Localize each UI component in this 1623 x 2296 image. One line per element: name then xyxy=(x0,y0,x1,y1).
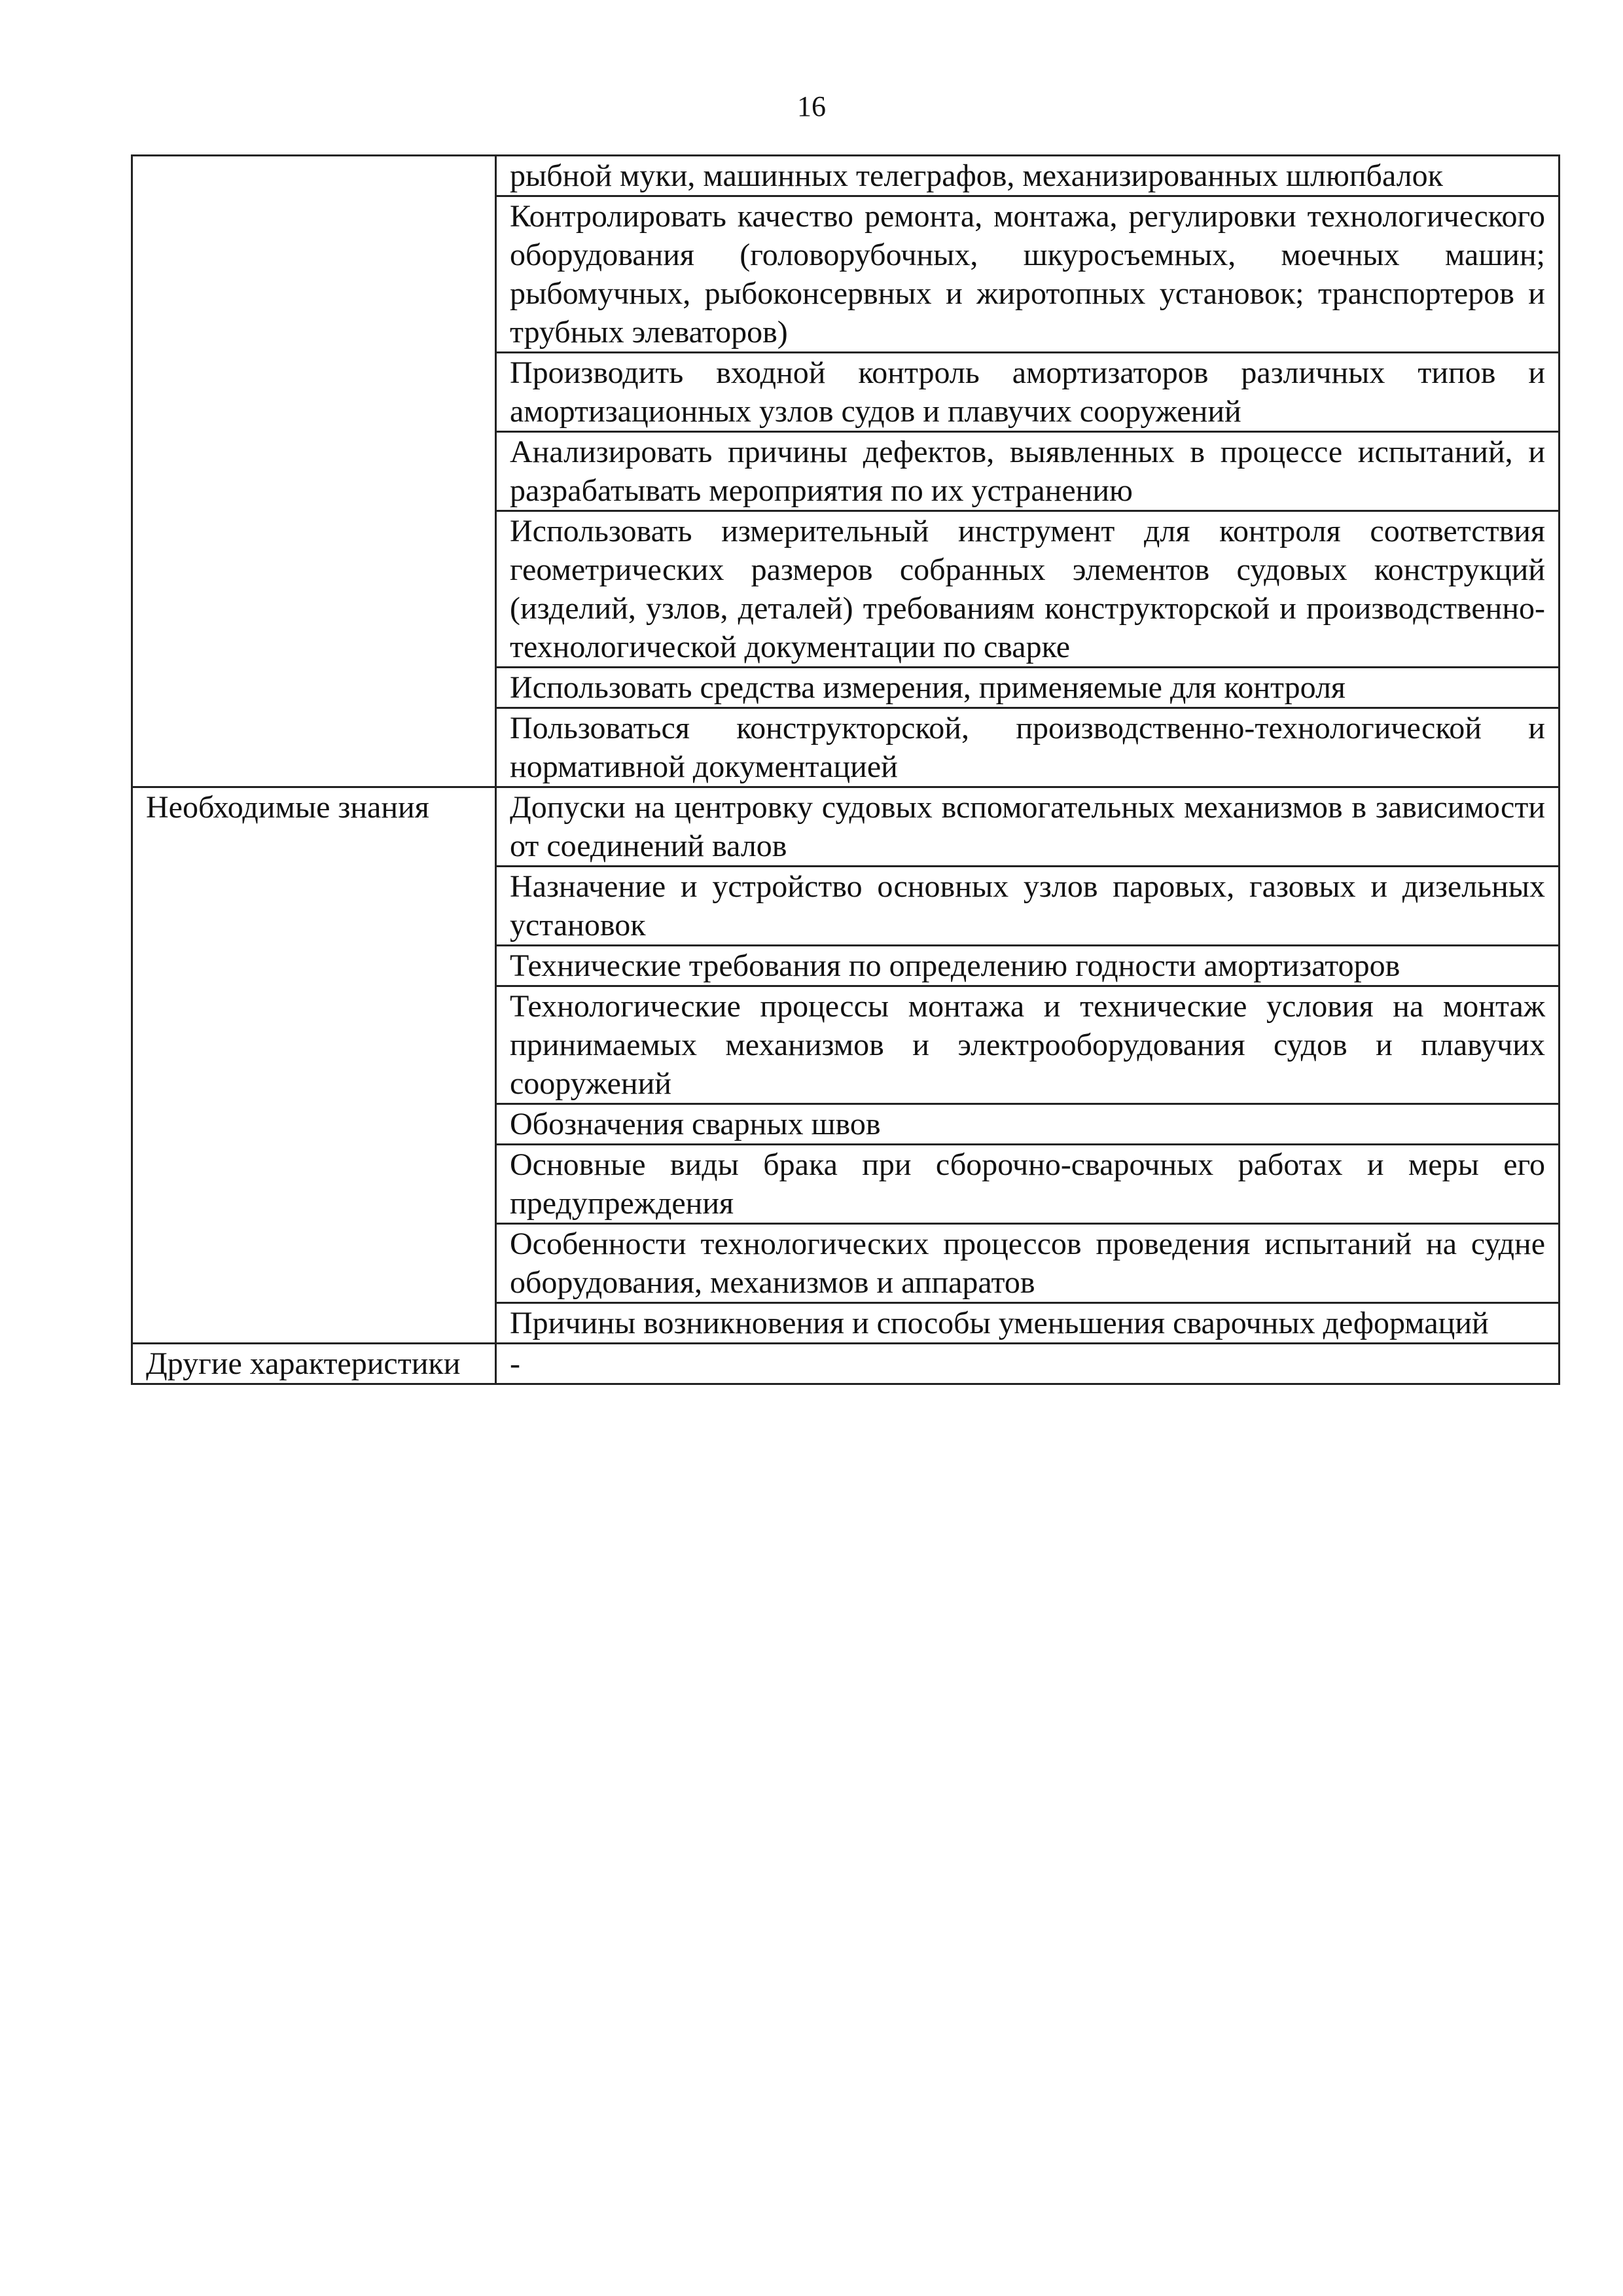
page-number: 16 xyxy=(797,90,826,122)
table-row xyxy=(132,1344,1560,1384)
skill-item: Контролировать качество ремонта, монтажа, регулировки технологического оборудования (головорубочных, шкуросъемных, моечных машин; рыбомучных, рыбоконсервных и жиротопных установок; транспортеров и трубных элеваторов) xyxy=(496,196,1560,353)
skill-item: Производить входной контроль амортизаторов различных типов и амортизационных узлов судов и плавучих сооружений xyxy=(496,353,1560,432)
table-row xyxy=(132,787,1560,867)
skill-item: Анализировать причины дефектов, выявленных в процессе испытаний, и разрабатывать мероприятия по их устранению xyxy=(496,432,1560,511)
skill-item: рыбной муки, машинных телеграфов, механизированных шлюпбалок xyxy=(496,156,1560,196)
other-characteristics-label: Другие характеристики xyxy=(132,1344,496,1384)
knowledge-item: Основные виды брака при сборочно-сварочных работах и меры его предупреждения xyxy=(496,1145,1560,1224)
knowledge-item: Обозначения сварных швов xyxy=(496,1104,1560,1145)
knowledge-item: Технические требования по определению годности амортизаторов xyxy=(496,946,1560,986)
knowledge-item: Причины возникновения и способы уменьшения сварочных деформаций xyxy=(496,1303,1560,1344)
knowledge-label: Необходимые знания xyxy=(132,787,496,1344)
knowledge-item: Особенности технологических процессов проведения испытаний на судне оборудования, механизмов и аппаратов xyxy=(496,1224,1560,1303)
knowledge-item: Назначение и устройство основных узлов паровых, газовых и дизельных установок xyxy=(496,867,1560,946)
table-row xyxy=(132,156,1560,196)
skills-label-cell-continued xyxy=(132,156,496,787)
skill-item: Использовать средства измерения, применяемые для контроля xyxy=(496,668,1560,708)
characteristics-table xyxy=(131,154,1560,1385)
other-characteristics-value: - xyxy=(496,1344,1560,1384)
skill-item: Использовать измерительный инструмент для контроля соответствия геометрических размеров собранных элементов судовых конструкций (изделий, узлов, деталей) требованиям конструкторской и производственно-технологической документации по сварке xyxy=(496,511,1560,668)
skill-item: Пользоваться конструкторской, производственно-технологической и нормативной документацией xyxy=(496,708,1560,787)
knowledge-item: Допуски на центровку судовых вспомогательных механизмов в зависимости от соединений валов xyxy=(496,787,1560,867)
knowledge-item: Технологические процессы монтажа и технические условия на монтаж принимаемых механизмов и электрооборудования судов и плавучих сооружений xyxy=(496,986,1560,1104)
